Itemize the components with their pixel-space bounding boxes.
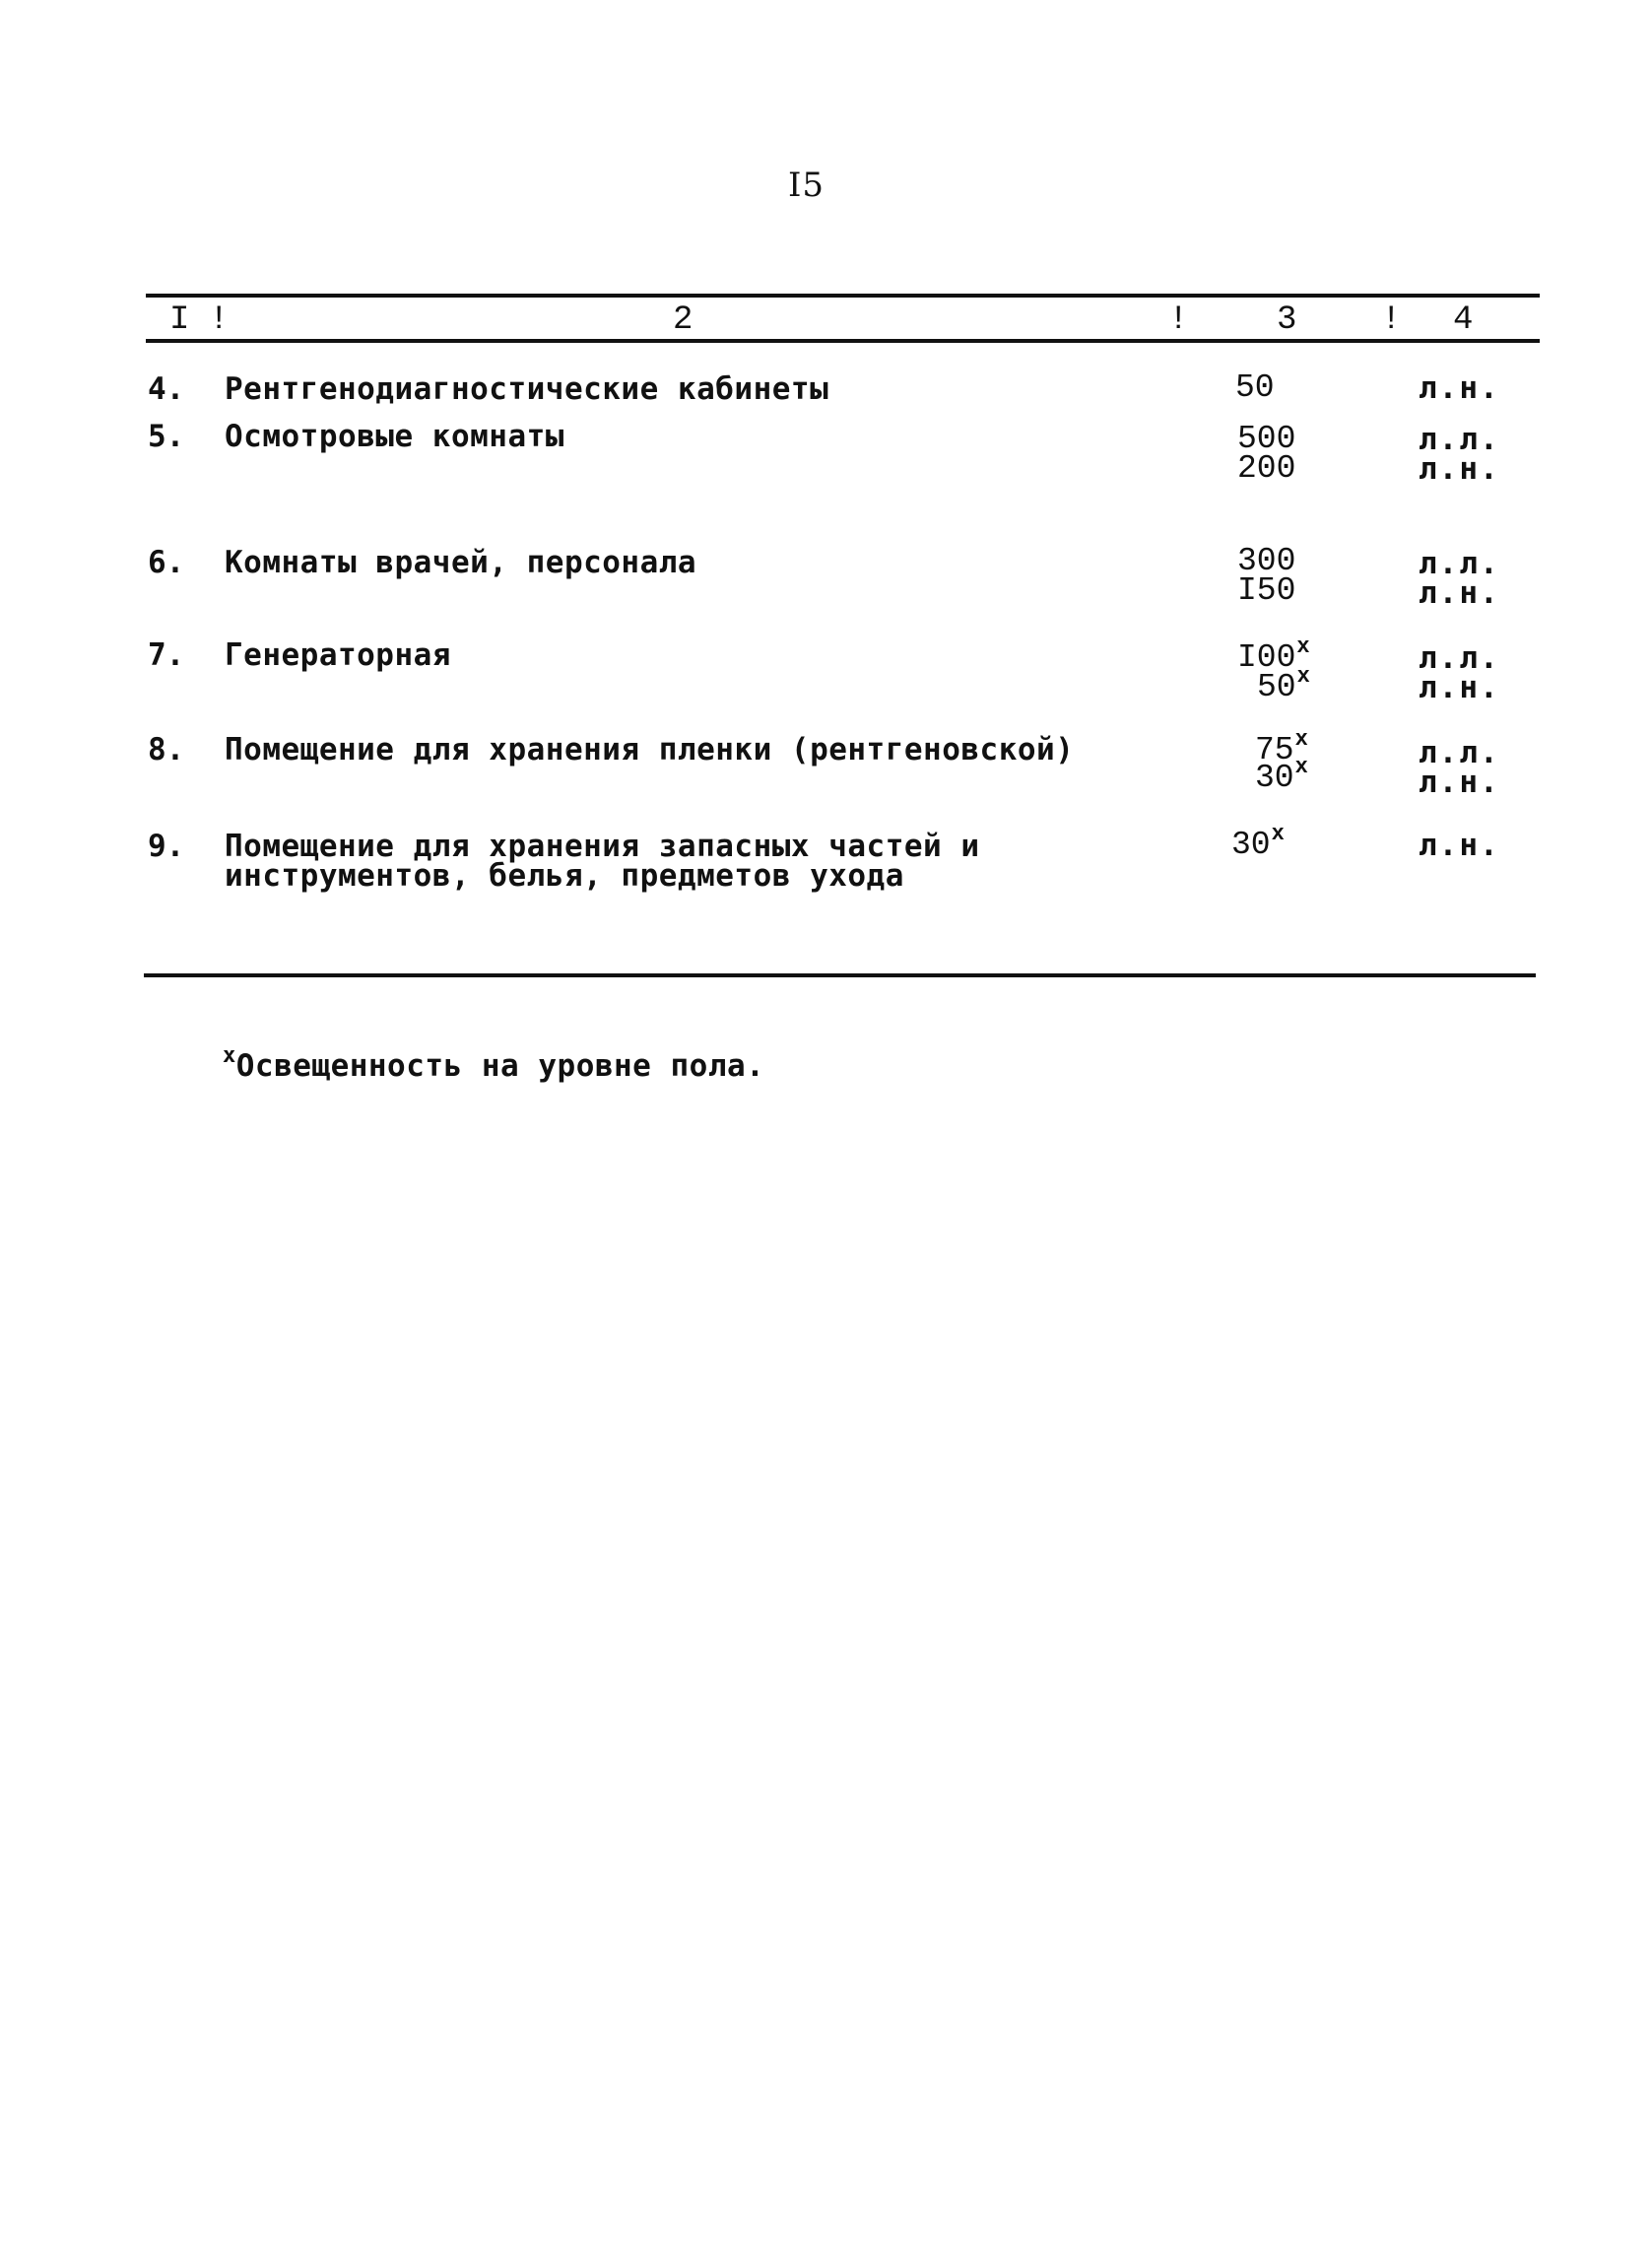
footnote-mark: x [1296,664,1310,689]
room-name: Осмотровые комнаты [225,419,564,454]
room-name: Комнаты врачей, персонала [225,545,697,580]
lamp-type: л.н. [1419,670,1500,705]
footnote-mark: x [223,1043,236,1068]
room-name: Генераторная [225,637,451,673]
header-col-1: I [169,301,190,339]
room-name: Рентгенодиагностические кабинеты [225,371,829,407]
lamp-type: л.л. [1419,735,1500,770]
header-col-3: 3 [1277,301,1297,339]
lamp-type: л.н. [1419,451,1500,487]
lamp-type: л.л. [1419,640,1500,676]
table-bottom-rule [144,973,1536,977]
table-top-rule [146,294,1540,298]
row-number: 4. [148,371,185,407]
header-col-2: 2 [673,301,694,339]
header-separator: ! [1168,301,1189,339]
footnote [223,1043,765,1084]
header-col-4: 4 [1453,301,1474,339]
lamp-type: л.н. [1419,370,1500,406]
header-separator: ! [1381,301,1402,339]
row-number: 7. [148,637,185,673]
lamp-type: л.н. [1419,575,1500,611]
footnote-mark: x [1271,822,1285,846]
footnote-mark: x [1294,727,1308,752]
illuminance-value: 200 [1237,450,1296,487]
illuminance-value: 30$^x$ [1231,822,1285,863]
row-number: 6. [148,545,185,580]
footnote-mark: x [1296,634,1310,659]
page-number: I5 [788,166,826,205]
illuminance-value: 500 [1237,421,1296,457]
illuminance-value: 50 [1235,369,1275,406]
row-number: 5. [148,419,185,454]
lamp-type: л.н. [1419,828,1500,863]
lamp-type: л.л. [1419,546,1500,581]
illuminance-value: 75$^x$ [1255,727,1308,768]
lamp-type: л.л. [1419,422,1500,457]
illuminance-value: 300 [1237,543,1296,579]
footnote-mark: x [1294,755,1308,779]
room-name-continued: инструментов, белья, предметов ухода [225,858,904,894]
illuminance-value: 50$^x$ [1257,664,1310,705]
row-number: 8. [148,732,185,767]
row-number: 9. [148,829,185,864]
illuminance-value: I00$^x$ [1237,634,1310,676]
illuminance-value: I50 [1237,572,1296,609]
illuminance-value: 30$^x$ [1255,755,1308,796]
header-separator: ! [209,301,230,339]
room-name: Помещение для хранения запасных частей и [225,829,980,864]
table-header-rule [146,339,1540,343]
lamp-type: л.н. [1419,765,1500,800]
footnote-text: Освещенность на уровне пола. [235,1048,765,1084]
room-name: Помещение для хранения пленки (рентгеновской) [225,732,1075,767]
